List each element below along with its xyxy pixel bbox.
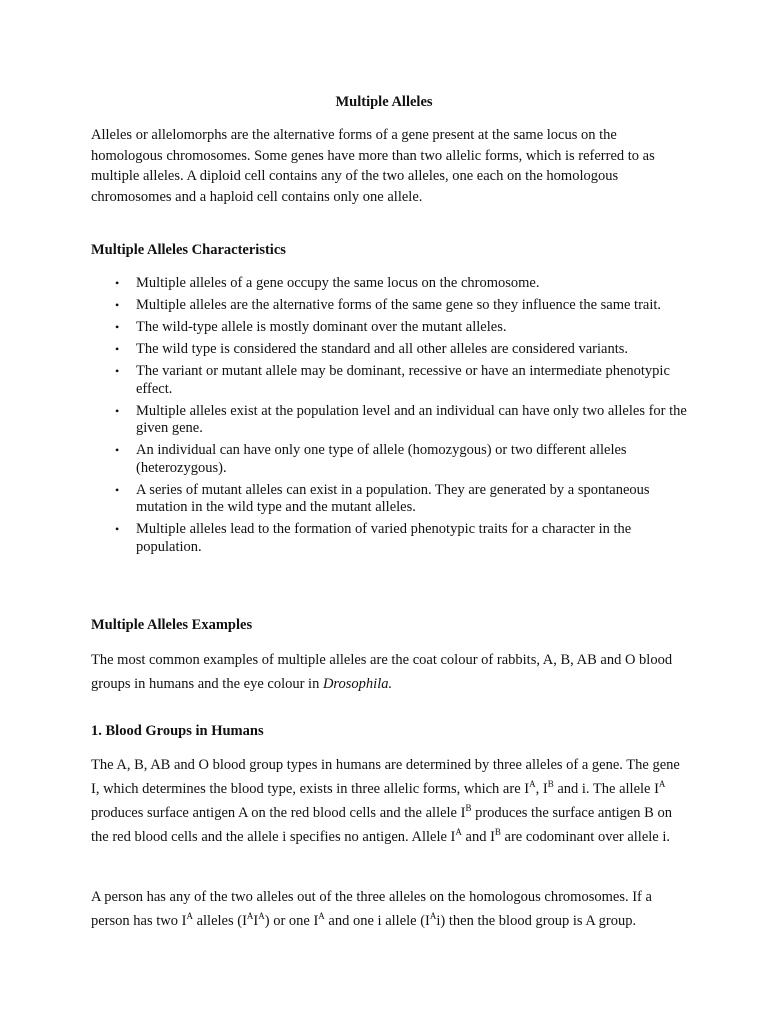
allele-superscript: A [258, 911, 265, 921]
list-item [91, 482, 691, 517]
characteristics-heading: Multiple Alleles Characteristics [91, 242, 286, 258]
bullet-icon: • [115, 482, 120, 497]
list-item-text: The variant or mutant allele may be dominant, recessive or have an intermediate phenotypic effect. [136, 363, 670, 397]
list-item-text: Multiple alleles are the alternative forms of the same gene so they influence the same trait. [136, 297, 662, 313]
list-item-text: The wild-type allele is mostly dominant over the mutant alleles. [136, 319, 507, 335]
list-item [91, 521, 691, 556]
page-title: Multiple Alleles [335, 94, 433, 110]
blood-groups-paragraph-2: A person has any of the two alleles out of the three alleles on the homologous chromosomes. If a person has two $I^A$ alleles $(I^AI^A)$ or one $I^A$ and one i allele $(I^Ai)$ then the blood group is A group. [91, 889, 652, 929]
bullet-icon: • [115, 320, 120, 334]
bullet-icon: • [115, 443, 120, 457]
list-item [91, 403, 691, 438]
bullet-icon: • [115, 276, 120, 290]
list-item [91, 297, 691, 315]
examples-text: The most common examples of multiple alleles are the coat colour of rabbits, A, B, AB and O blood groups in humans and the eye colour in [91, 652, 673, 692]
bullet-icon: • [115, 522, 120, 536]
intro-paragraph: Alleles or allelomorphs are the alternative forms of a gene present at the same locus on the homologous chromosomes. Some genes have more than two allelic forms, which is referred to as multiple alleles. A diploid cell contains any of the two alleles, one each on the homologous chromosomes and a haploid cell contains only one allele. [91, 127, 655, 206]
allele-superscript: B [465, 803, 472, 813]
examples-paragraph [91, 648, 691, 696]
list-item-text: The wild type is considered the standard and all other alleles are considered variants. [136, 341, 629, 357]
bullet-icon: • [115, 364, 120, 378]
allele-superscript: A [246, 911, 254, 921]
list-item-text: Multiple alleles of a gene occupy the same locus on the chromosome. [136, 275, 540, 291]
list-item-text: A series of mutant alleles can exist in a population. They are generated by a spontaneous mutation in the wild type and the mutant alleles. [136, 481, 650, 515]
list-item [91, 363, 691, 398]
list-item-text: Multiple alleles exist at the population level and an individual can have only two alleles for the given gene. [136, 402, 687, 436]
list-item-text: An individual can have only one type of allele (homozygous) or two different alleles (heterozygous). [136, 442, 627, 476]
characteristics-list [91, 275, 691, 561]
blood-groups-paragraph-1: The A, B, AB and O blood group types in humans are determined by three alleles of a gene. The gene I, which determines the blood type, exists in three allelic forms, which are $I^A$, $I^B$ and i. The allele $I^A$ produces surface antigen A on the red blood cells and the allele $I^B$ produces the surface antigen B on the red blood cells and the allele i specifies no antigen. Allele $I^A$ and $I^B$ are codominant over allele i. [91, 757, 680, 845]
allele-superscript: A [658, 779, 666, 789]
allele-superscript: B [494, 827, 501, 837]
list-item [91, 442, 691, 477]
list-item [91, 319, 691, 337]
examples-heading: Multiple Alleles Examples [91, 617, 253, 633]
bullet-icon: • [115, 403, 120, 418]
allele-superscript: A [186, 911, 193, 921]
blood-groups-heading: 1. Blood Groups in Humans [91, 723, 264, 739]
allele-superscript: A [318, 911, 325, 921]
list-item [91, 275, 691, 293]
allele-superscript: A [455, 827, 462, 837]
list-item-text: Multiple alleles lead to the formation of varied phenotypic traits for a character in the population. [136, 521, 632, 555]
bullet-icon: • [115, 342, 120, 356]
bullet-icon: • [115, 298, 120, 312]
examples-species-name: Drosophila. [322, 676, 393, 692]
allele-superscript: B [547, 779, 554, 789]
allele-superscript: A [529, 779, 536, 789]
list-item [91, 341, 691, 359]
allele-superscript: A [429, 911, 437, 921]
